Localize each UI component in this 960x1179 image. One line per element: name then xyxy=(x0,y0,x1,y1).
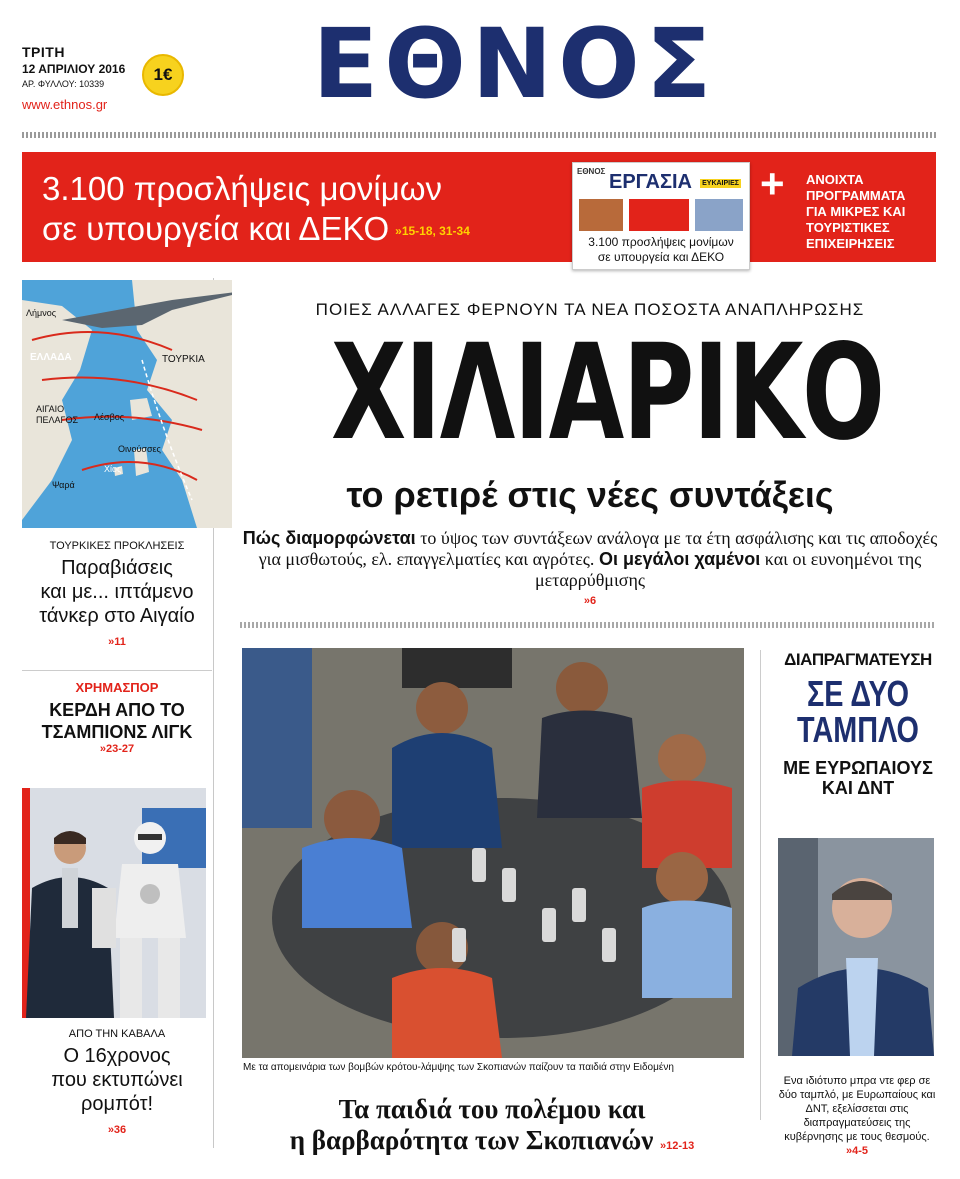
banner-side-line: ΕΠΙΧΕΙΡΗΣΕΙΣ xyxy=(806,236,895,251)
supplement-cover[interactable] xyxy=(572,162,750,270)
headline-line: ΜΕ ΕΥΡΩΠΑΙΟΥΣ xyxy=(783,758,933,778)
story-headline-line: Ο 16χρονος xyxy=(63,1045,171,1067)
right-story-headline[interactable] xyxy=(791,673,925,750)
map-label: ΕΛΛΑΔΑ xyxy=(30,352,72,363)
right-story-subheadline xyxy=(774,758,942,798)
headline-line: ΚΑΙ ΔΝΤ xyxy=(821,778,895,798)
robot-photo xyxy=(22,788,206,1018)
map-label: Λέσβος xyxy=(94,412,125,422)
lead-emphasis: Πώς διαμορφώνεται xyxy=(242,528,416,548)
supplement-tag: ΕΥΚΑΙΡΙΕΣ xyxy=(702,180,739,187)
children-photo xyxy=(242,648,744,1058)
minister-portrait xyxy=(778,838,934,1056)
banner-side-text xyxy=(806,172,905,252)
main-subheadline: το ρετιρέ στις νέες συντάξεις xyxy=(346,474,834,515)
story-headline-line: Παραβιάσεις xyxy=(61,557,173,579)
main-story-kicker: ΠΟΙΕΣ ΑΛΛΑΓΕΣ ΦΕΡΝΟΥΝ ΤΑ ΝΕΑ ΠΟΣΟΣΤΑ ΑΝΑΠΛΗΡΩΣΗΣ xyxy=(315,300,865,319)
promo-banner[interactable] xyxy=(22,152,936,262)
issue-date: 12 ΑΠΡΙΛΙΟΥ 2016 xyxy=(22,62,126,76)
banner-side-line: ΓΙΑ ΜΙΚΡΕΣ ΚΑΙ xyxy=(806,204,906,219)
right-story-body xyxy=(776,1074,938,1158)
story-headline-line: και με... ιπτάμενο xyxy=(40,581,194,603)
supplement-image xyxy=(695,199,743,231)
divider xyxy=(240,622,936,628)
headline-line: ΤΑΜΠΛΟ xyxy=(797,709,919,750)
left-story-sport[interactable] xyxy=(22,680,212,755)
newspaper-logo: ΕΘΝΟΣ xyxy=(312,8,718,120)
map-label: Λήμνος xyxy=(26,308,57,318)
page-reference: »23-27 xyxy=(99,743,135,755)
site-link[interactable]: www.ethnos.gr xyxy=(22,97,108,112)
map-label: ΠΕΛΑΓΟΣ xyxy=(36,415,79,425)
map-label: ΑΙΓΑΙΟ xyxy=(36,404,65,414)
page-reference: »11 xyxy=(108,636,126,648)
story-text: Ενα ιδιότυπο μπρα ντε φερ σε δύο ταμπλό, με Ευρωπαίους και ΔΝΤ, εξελίσσεται στις διαπραγματεύσεις της κυβέρνησης με τους θεσμούς. xyxy=(778,1075,936,1143)
divider xyxy=(22,670,212,671)
masthead-meta xyxy=(22,44,182,112)
story-headline-line: ΤΣΑΜΠΙΟΝΣ ΛΙΓΚ xyxy=(41,722,193,742)
aegean-map xyxy=(22,280,232,528)
lead-emphasis: Οι μεγάλοι χαμένοι xyxy=(598,549,761,569)
page-reference: »6 xyxy=(583,595,597,607)
issue-number: ΑΡ. ΦΥΛΛΟΥ: 10339 xyxy=(22,79,105,89)
story-headline-line: τάνκερ στο Αιγαίο xyxy=(39,605,195,627)
column-divider xyxy=(760,650,761,1120)
photo-caption: Με τα απομεινάρια των βομβών κρότου-λάμψης των Σκοπιανών παίζουν τα παιδιά στην Ειδομένη xyxy=(243,1062,674,1073)
story-headline-line: ΚΕΡΔΗ ΑΠΟ ΤΟ xyxy=(49,700,185,720)
headline-line: Τα παιδιά του πολέμου και xyxy=(338,1094,646,1124)
story-headline-line: ρομπότ! xyxy=(80,1093,154,1115)
page-reference: »4-5 xyxy=(845,1145,869,1157)
map-label: Ψαρά xyxy=(52,480,75,490)
story-kicker: ΑΠΟ ΤΗΝ ΚΑΒΑΛΑ xyxy=(68,1028,166,1040)
issue-day: ΤΡΙΤΗ xyxy=(22,44,65,60)
story-kicker: ΧΡΗΜΑΣΠΟΡ xyxy=(75,680,159,695)
page-reference: »15-18, 31-34 xyxy=(395,224,470,239)
supplement-headline-line2: σε υπουργεία και ΔΕΚΟ xyxy=(597,250,725,264)
story-kicker: ΤΟΥΡΚΙΚΕΣ ΠΡΟΚΛΗΣΕΙΣ xyxy=(49,540,185,552)
divider xyxy=(22,132,936,138)
map-label: ΤΟΥΡΚΙΑ xyxy=(162,354,205,365)
supplement-image xyxy=(629,199,689,231)
headline-line xyxy=(242,1125,742,1162)
main-lead-paragraph xyxy=(240,528,940,612)
banner-headline-line1: 3.100 προσλήψεις μονίμων xyxy=(42,170,442,207)
left-story-provocations[interactable] xyxy=(22,540,212,648)
page-reference: »36 xyxy=(107,1124,127,1136)
supplement-image xyxy=(579,199,623,231)
price-badge: 1€ xyxy=(142,54,184,96)
banner-side-line: ΠΡΟΓΡΑΜΜΑΤΑ xyxy=(806,188,906,203)
supplement-brand: ΕΘΝΟΣ xyxy=(577,167,606,176)
map-label: Χίος xyxy=(104,464,122,474)
page-reference: »12-13 xyxy=(660,1140,695,1152)
headline-line: ΣΕ ΔΥΟ xyxy=(806,673,910,714)
right-story-kicker: ΔΙΑΠΡΑΓΜΑΤΕΥΣΗ xyxy=(784,650,932,669)
supplement-headline-line1: 3.100 προσλήψεις μονίμων xyxy=(588,235,734,249)
supplement-title: ΕΡΓΑΣΙΑ xyxy=(609,171,692,193)
left-story-robot[interactable] xyxy=(22,1028,212,1136)
plus-icon: + xyxy=(760,160,785,207)
map-label: Οινούσσες xyxy=(118,444,161,454)
banner-side-line: ΤΟΥΡΙΣΤΙΚΕΣ xyxy=(806,220,890,235)
lead-text: το ύψος των συντάξεων ανάλογα με τα έτη ασφάλισης και τις αποδοχές για μισθωτούς, ελ. επαγγελματίες και αγρότες. xyxy=(258,528,938,569)
lead-text: και οι ευνοημένοι της μεταρρύθμισης xyxy=(534,549,922,590)
main-headline[interactable]: ΧΙΛΙΑΡΙΚΟ xyxy=(331,316,884,470)
photo-story-headline[interactable] xyxy=(242,1094,742,1162)
banner-side-line: ΑΝΟΙΧΤΑ xyxy=(806,172,864,187)
banner-headline-line2-text: σε υπουργεία και ΔΕΚΟ xyxy=(42,210,390,247)
banner-headline-line2 xyxy=(42,210,470,248)
headline-line-text: η βαρβαρότητα των Σκοπιανών xyxy=(289,1125,654,1155)
story-headline-line: που εκτυπώνει xyxy=(51,1069,183,1091)
